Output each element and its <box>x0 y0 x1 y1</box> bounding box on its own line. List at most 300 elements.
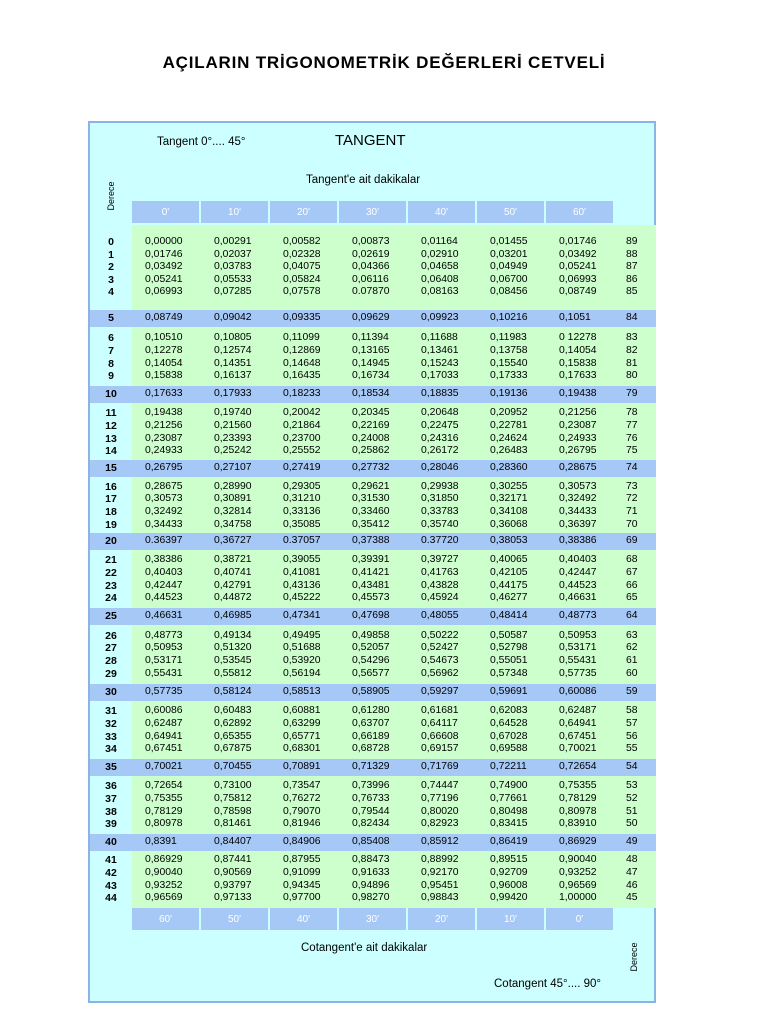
tangent-value: 0,81461 <box>214 818 252 830</box>
minute-header-bottom-0: 60' <box>132 908 199 930</box>
degree-value: 29 <box>105 667 117 680</box>
degree-value: 15 <box>105 462 117 475</box>
tangent-value: 0,23087 <box>559 419 597 431</box>
cotangent-degree: 46 <box>626 879 638 891</box>
tangent-value: 0,09923 <box>421 312 459 324</box>
tangent-value: 0,38386 <box>559 535 597 547</box>
tangent-value: 0,50222 <box>421 629 459 641</box>
tangent-value: 0,69157 <box>421 743 459 755</box>
tangent-value: 0,02328 <box>283 248 321 260</box>
tangent-value: 0,65355 <box>214 730 252 742</box>
tangent-value: 0,95451 <box>421 879 459 891</box>
tangent-value: 0,34758 <box>214 518 252 530</box>
tangent-value: 0,55431 <box>145 667 183 679</box>
tangent-value: 0,17633 <box>145 388 183 400</box>
tangent-value: 0,78598 <box>214 805 252 817</box>
tangent-value: 0,38386 <box>145 554 183 566</box>
minute-header-bottom-3: 30' <box>339 908 406 930</box>
tangent-value: 0,20952 <box>490 407 528 419</box>
tangent-value: 0,89515 <box>490 854 528 866</box>
tangent-value: 0,18835 <box>421 388 459 400</box>
degree-value: 28 <box>105 655 117 667</box>
degree-value: 27 <box>105 642 117 655</box>
tangent-value: 0,94345 <box>283 879 321 891</box>
tangent-value: 0,98843 <box>421 892 459 904</box>
tangent-value: 0,43481 <box>352 579 390 591</box>
cotangent-degree: 64 <box>626 610 638 622</box>
tangent-value: 0,16435 <box>283 370 321 382</box>
tangent-value: 0,97133 <box>214 892 252 904</box>
cotangent-degree: 45 <box>626 892 638 904</box>
tangent-value: 0,46985 <box>214 610 252 622</box>
tangent-value: 0,35412 <box>352 518 390 530</box>
tangent-value: 0,70021 <box>145 761 183 773</box>
tangent-value: 0,8391 <box>145 836 177 848</box>
tangent-value: 0,58124 <box>214 686 252 698</box>
tangent-value: 0,72654 <box>559 761 597 773</box>
tangent-value: 0,93797 <box>214 879 252 891</box>
tangent-value: 0,78129 <box>559 792 597 804</box>
tangent-value: 0,00291 <box>214 236 252 247</box>
cotangent-degree: 68 <box>626 554 638 566</box>
tangent-value: 0,21864 <box>283 419 321 431</box>
cotangent-degree: 53 <box>626 780 638 792</box>
tangent-value: 0,88992 <box>421 854 459 866</box>
tangent-value: 0,30573 <box>145 493 183 505</box>
degree-value: 26 <box>105 629 117 642</box>
cotangent-degree: 65 <box>626 592 638 604</box>
tangent-value: 0,70455 <box>214 761 252 773</box>
tangent-value: 0,34433 <box>145 518 183 530</box>
cotangent-degree: 56 <box>626 730 638 742</box>
tangent-value: 0,73100 <box>214 780 252 792</box>
tangent-value: 0,88473 <box>352 854 390 866</box>
tangent-value: 0,34108 <box>490 506 528 517</box>
tangent-value: 0,21560 <box>214 419 252 431</box>
tangent-value: 0,39727 <box>421 554 459 566</box>
cotangent-degree: 50 <box>626 818 638 830</box>
tangent-value: 0,74447 <box>421 780 459 792</box>
tangent-value: 0,44175 <box>490 579 528 591</box>
tangent-value: 0,15540 <box>490 357 528 369</box>
degree-value: 24 <box>105 592 117 605</box>
tangent-value: 0,51688 <box>283 642 321 654</box>
cotangent-degree: 72 <box>626 493 638 505</box>
tangent-value: 0,86929 <box>145 854 183 866</box>
degree-value: 35 <box>105 761 117 774</box>
degree-value: 43 <box>105 879 117 892</box>
tangent-value: 0,09629 <box>352 312 390 324</box>
tangent-value: 0,77196 <box>421 792 459 804</box>
tangent-value: 0,87441 <box>214 854 252 866</box>
tangent-value: 0,53171 <box>559 642 597 654</box>
range-label: Tangent 0°.... 45° <box>157 136 246 148</box>
cotangent-degree: 67 <box>626 566 638 578</box>
tangent-value: 0,15838 <box>145 370 183 382</box>
cotangent-degree: 75 <box>626 445 638 457</box>
tangent-value: 0,08749 <box>559 286 597 298</box>
tangent-value: 0,32492 <box>145 506 183 517</box>
tangent-value: 0,55812 <box>214 667 252 679</box>
tangent-value: 0,52798 <box>490 642 528 654</box>
tangent-value: 0,78129 <box>145 805 183 817</box>
tangent-value: 0,46277 <box>490 592 528 604</box>
degree-value: 44 <box>105 892 117 905</box>
cotangent-degree: 85 <box>626 286 638 298</box>
cotangent-degree: 66 <box>626 579 638 591</box>
tangent-value: 0,04949 <box>490 261 528 273</box>
tangent-value: 0,83910 <box>559 818 597 830</box>
tangent-value: 0,61280 <box>352 705 390 717</box>
tangent-value: 0,24624 <box>490 432 528 444</box>
degree-value: 18 <box>105 506 117 518</box>
tangent-value: 0,09042 <box>214 312 252 324</box>
tangent-value: 0,15243 <box>421 357 459 369</box>
tangent-value: 0,26172 <box>421 445 459 457</box>
degree-value: 40 <box>105 836 117 849</box>
cotangent-degree: 60 <box>626 667 638 679</box>
tangent-value: 0,00582 <box>283 236 321 247</box>
tangent-value: 0,52057 <box>352 642 390 654</box>
tangent-value: 0.36397 <box>145 535 183 547</box>
tangent-value: 0,05824 <box>283 273 321 285</box>
cotangent-degree: 74 <box>626 462 638 474</box>
degree-value: 23 <box>105 579 117 592</box>
tangent-value: 0,56577 <box>352 667 390 679</box>
tangent-value: 0,72211 <box>490 761 527 773</box>
minute-header-top-4: 40' <box>408 201 475 223</box>
degree-value: 39 <box>105 818 117 831</box>
tangent-value: 0,58905 <box>352 686 390 698</box>
tangent-value: 0,79544 <box>352 805 390 817</box>
tangent-value: 0,26795 <box>145 462 183 474</box>
cotangent-degree: 80 <box>626 370 638 382</box>
tangent-value: 0,81946 <box>283 818 321 830</box>
cotangent-degree: 86 <box>626 273 638 285</box>
tangent-value: 0,35740 <box>421 518 459 530</box>
degree-value: 19 <box>105 518 117 531</box>
tangent-value: 0,75355 <box>559 780 597 792</box>
tangent-value: 0,80498 <box>490 805 528 817</box>
tangent-value: 0,28675 <box>145 480 183 492</box>
tangent-value: 0,02037 <box>214 248 252 260</box>
degree-value: 9 <box>108 370 114 383</box>
degree-value: 16 <box>105 480 117 493</box>
minute-header-bottom-6: 0' <box>546 908 613 930</box>
tangent-value: 0,41081 <box>283 566 321 578</box>
tangent-value: 0,40741 <box>214 566 252 578</box>
tangent-value: 0,04658 <box>421 261 459 273</box>
tangent-value: 0,07285 <box>214 286 252 298</box>
tangent-value: 0,64528 <box>490 717 528 729</box>
tangent-value: 0,32814 <box>214 506 252 517</box>
cotangent-degree: 87 <box>626 261 638 273</box>
tangent-value: 0,60483 <box>214 705 252 717</box>
tangent-value: 0,42447 <box>559 566 597 578</box>
tangent-value: 0,70891 <box>283 761 321 773</box>
tangent-value: 0,08456 <box>490 286 528 298</box>
tangent-value: 0,90040 <box>145 866 183 878</box>
tangent-value: 0,49134 <box>214 629 252 641</box>
tangent-value: 0,36397 <box>559 518 597 530</box>
tangent-value: 0,40403 <box>145 566 183 578</box>
tangent-value: 0,01746 <box>559 236 597 247</box>
tangent-value: 0,35085 <box>283 518 321 530</box>
cotangent-degree: 55 <box>626 743 638 755</box>
tangent-value: 0,17333 <box>490 370 528 382</box>
tangent-value: 0,86929 <box>559 836 597 848</box>
tangent-value: 0,64941 <box>559 717 597 729</box>
tangent-value: 0,73996 <box>352 780 390 792</box>
cotangent-degree: 49 <box>626 836 638 848</box>
tangent-value: 0,18233 <box>283 388 321 400</box>
tangent-value: 0,84407 <box>214 836 252 848</box>
tangent-value: 0,42105 <box>490 566 528 578</box>
tangent-value: 0,67451 <box>559 730 597 742</box>
tangent-value: 0,75812 <box>214 792 252 804</box>
tangent-value: 0,60881 <box>283 705 321 717</box>
tangent-value: 0,13165 <box>352 344 390 356</box>
degree-value: 33 <box>105 730 117 743</box>
tangent-value: 0,26795 <box>559 445 597 457</box>
tangent-value: 0,43136 <box>283 579 321 591</box>
tangent-value: 0,29938 <box>421 480 459 492</box>
degree-value: 13 <box>105 432 117 445</box>
minutes-label-bottom: Cotangent'e ait dakikalar <box>301 942 428 954</box>
tangent-value: 0,02910 <box>421 248 459 260</box>
tangent-value: 0,07578 <box>283 286 321 298</box>
degree-value: 17 <box>105 493 117 506</box>
minute-header-top-6: 60' <box>546 201 613 223</box>
tangent-value: 0,16734 <box>352 370 390 382</box>
tangent-value: 0,47698 <box>352 610 390 622</box>
minute-header-top-3: 30' <box>339 201 406 223</box>
tangent-value: 0,55051 <box>490 655 528 666</box>
tangent-value: 0,06700 <box>490 273 528 285</box>
tangent-value: 0,34433 <box>559 506 597 517</box>
tangent-value: 0,64941 <box>145 730 183 742</box>
tangent-value: 0,04366 <box>352 261 390 273</box>
minute-header-top-0: 0' <box>132 201 199 223</box>
tangent-value: 0,44523 <box>559 579 597 591</box>
cotangent-degree: 69 <box>626 535 638 547</box>
degree-value: 42 <box>105 866 117 879</box>
tangent-value: 0,59297 <box>421 686 459 698</box>
tangent-value: 0,50953 <box>145 642 183 654</box>
degree-value: 32 <box>105 717 117 730</box>
degree-value: 25 <box>105 610 117 623</box>
tangent-value: 0,12278 <box>145 344 183 356</box>
tangent-value: 0,56962 <box>421 667 459 679</box>
tangent-value: 0,23393 <box>214 432 252 444</box>
tangent-value: 0,39391 <box>352 554 390 566</box>
tangent-value: 0,71329 <box>352 761 390 773</box>
tangent-value: 0,45222 <box>283 592 321 604</box>
tangent-value: 0,31530 <box>352 493 390 505</box>
tangent-value: 0,33136 <box>283 506 321 517</box>
tangent-value: 0,10510 <box>145 332 183 344</box>
tangent-value: 0,19438 <box>559 388 597 400</box>
tangent-value: 0,13461 <box>421 344 459 356</box>
tangent-value: 0,44872 <box>214 592 252 604</box>
tangent-value: 0,12869 <box>283 344 321 356</box>
tangent-value: 0,29305 <box>283 480 321 492</box>
degree-header-vertical: Derece <box>106 181 116 211</box>
minutes-label-top: Tangent'e ait dakikalar <box>306 174 421 186</box>
tangent-value: 0,20345 <box>352 407 390 419</box>
tangent-value: 0,25242 <box>214 445 252 457</box>
tangent-value: 0,48414 <box>490 610 528 622</box>
tangent-value: 0,51320 <box>214 642 252 654</box>
cotangent-degree: 52 <box>626 792 638 804</box>
tangent-value: 0,63707 <box>352 717 390 729</box>
degree-value: 8 <box>108 357 114 370</box>
minute-header-top-1: 10' <box>201 201 268 223</box>
tangent-value: 0,18534 <box>352 388 390 400</box>
tangent-value: 0,67875 <box>214 743 252 755</box>
tangent-value: 0,59691 <box>490 686 528 698</box>
page-title: AÇILARIN TRİGONOMETRİK DEĞERLERİ CETVELİ <box>162 53 606 72</box>
cotangent-degree: 62 <box>626 642 638 654</box>
tangent-value: 0,85408 <box>352 836 390 848</box>
degree-value: 4 <box>108 286 114 299</box>
tangent-value: 0,30891 <box>214 493 252 505</box>
tangent-value: 0,03201 <box>490 248 528 260</box>
tangent-value: 0,94896 <box>352 879 390 891</box>
function-label: TANGENT <box>335 132 406 149</box>
tangent-value: 0,48773 <box>559 610 597 622</box>
tangent-value: 0,80020 <box>421 805 459 817</box>
tangent-value: 0,49858 <box>352 629 390 641</box>
tangent-value: 0,46631 <box>559 592 597 604</box>
tangent-value: 0,08163 <box>421 286 459 298</box>
cotangent-degree: 78 <box>626 407 638 419</box>
tangent-value: 0,06993 <box>145 286 183 298</box>
tangent-value: 0,80978 <box>145 818 183 830</box>
cotangent-degree: 47 <box>626 866 638 878</box>
degree-value: 11 <box>105 407 117 420</box>
tangent-value: 0,00873 <box>352 236 390 247</box>
tangent-value: 0,22169 <box>352 419 390 431</box>
cotangent-degree: 61 <box>626 655 638 666</box>
tangent-value: 0,04075 <box>283 261 321 273</box>
tangent-value: 0,41763 <box>421 566 459 578</box>
tangent-value: 0,60086 <box>145 705 183 717</box>
tangent-value: 0,49495 <box>283 629 321 641</box>
cotangent-degree: 59 <box>626 686 638 698</box>
degree-value: 31 <box>105 705 117 718</box>
tangent-value: 0,53545 <box>214 655 252 666</box>
tangent-value: 0,1051 <box>559 312 591 324</box>
tangent-table-panel <box>88 121 656 1003</box>
tangent-value: 0,33460 <box>352 506 390 517</box>
tangent-value: 0,96008 <box>490 879 528 891</box>
range-label-bottom: Cotangent 45°.... 90° <box>494 978 602 990</box>
tangent-value: 0,19438 <box>145 407 183 419</box>
tangent-value: 0,24933 <box>559 432 597 444</box>
tangent-value: 0,02619 <box>352 248 390 260</box>
degree-value: 12 <box>105 419 117 432</box>
tangent-value: 0,69588 <box>490 743 528 755</box>
minute-header-top-2: 20' <box>270 201 337 223</box>
tangent-value: 0,22781 <box>490 419 528 431</box>
tangent-value: 0,28990 <box>214 480 252 492</box>
tangent-value: 0,13758 <box>490 344 528 356</box>
tangent-value: 0,24933 <box>145 445 183 457</box>
tangent-value: 0,99420 <box>490 892 528 904</box>
tangent-value: 0,52427 <box>421 642 459 654</box>
tangent-value: 0,27732 <box>352 462 390 474</box>
tangent-value: 0,17033 <box>421 370 459 382</box>
tangent-value: 0,14054 <box>145 357 183 369</box>
tangent-value: 0,09335 <box>283 312 321 324</box>
tangent-value: 0,05241 <box>559 261 597 273</box>
tangent-value: 0,01746 <box>145 248 183 260</box>
tangent-value: 0,10805 <box>214 332 252 344</box>
tangent-value: 0,00000 <box>145 236 183 247</box>
tangent-value: 0,61681 <box>421 705 459 717</box>
tangent-value: 0,66608 <box>421 730 459 742</box>
tangent-value: 0,54296 <box>352 655 390 666</box>
tangent-value: 0,91633 <box>352 866 390 878</box>
tangent-value: 0,41421 <box>352 566 390 578</box>
degree-value: 1 <box>108 248 114 261</box>
tangent-value: 0,11983 <box>490 332 527 344</box>
tangent-value: 0,20042 <box>283 407 321 419</box>
tangent-value: 0,37388 <box>352 535 390 547</box>
tangent-value: 0,06408 <box>421 273 459 285</box>
tangent-value: 0,68301 <box>283 743 321 755</box>
tangent-value: 0,92170 <box>421 866 459 878</box>
tangent-value: 0,32492 <box>559 493 597 505</box>
degree-value: 7 <box>108 344 114 357</box>
tangent-value: 0,24008 <box>352 432 390 444</box>
tangent-value: 0,15838 <box>559 357 597 369</box>
tangent-value: 0,68728 <box>352 743 390 755</box>
tangent-value: 0,64117 <box>421 717 458 729</box>
cotangent-degree: 70 <box>626 518 638 530</box>
degree-value: 34 <box>105 743 117 756</box>
tangent-value: 0,17933 <box>214 388 252 400</box>
tangent-value: 0,70021 <box>559 743 597 755</box>
cotangent-degree: 81 <box>626 357 638 369</box>
tangent-value: 0,20648 <box>421 407 459 419</box>
tangent-value: 0,77661 <box>490 792 528 804</box>
degree-value: 41 <box>105 854 117 867</box>
tangent-value: 0,73547 <box>283 780 321 792</box>
cotangent-degree: 63 <box>626 629 638 641</box>
cotangent-degree: 71 <box>626 506 638 517</box>
degree-value: 38 <box>105 805 117 818</box>
tangent-value: 0,26483 <box>490 445 528 457</box>
tangent-value: 0,43828 <box>421 579 459 591</box>
degree-value: 20 <box>105 535 117 548</box>
tangent-value: 0,82923 <box>421 818 459 830</box>
degree-value: 37 <box>105 792 117 805</box>
tangent-value: 0,03783 <box>214 261 252 273</box>
tangent-value: 0,57735 <box>559 667 597 679</box>
tangent-value: 0,65771 <box>283 730 321 742</box>
tangent-value: 0,84906 <box>283 836 321 848</box>
tangent-value: 0,28675 <box>559 462 597 474</box>
minute-header-bottom-4: 20' <box>408 908 475 930</box>
tangent-value: 0,79070 <box>283 805 321 817</box>
degree-value: 5 <box>108 312 114 325</box>
tangent-value: 0,71769 <box>421 761 459 773</box>
tangent-value: 0,54673 <box>421 655 459 666</box>
degree-footer-vertical: Derece <box>629 942 639 972</box>
cotangent-degree: 76 <box>626 432 638 444</box>
